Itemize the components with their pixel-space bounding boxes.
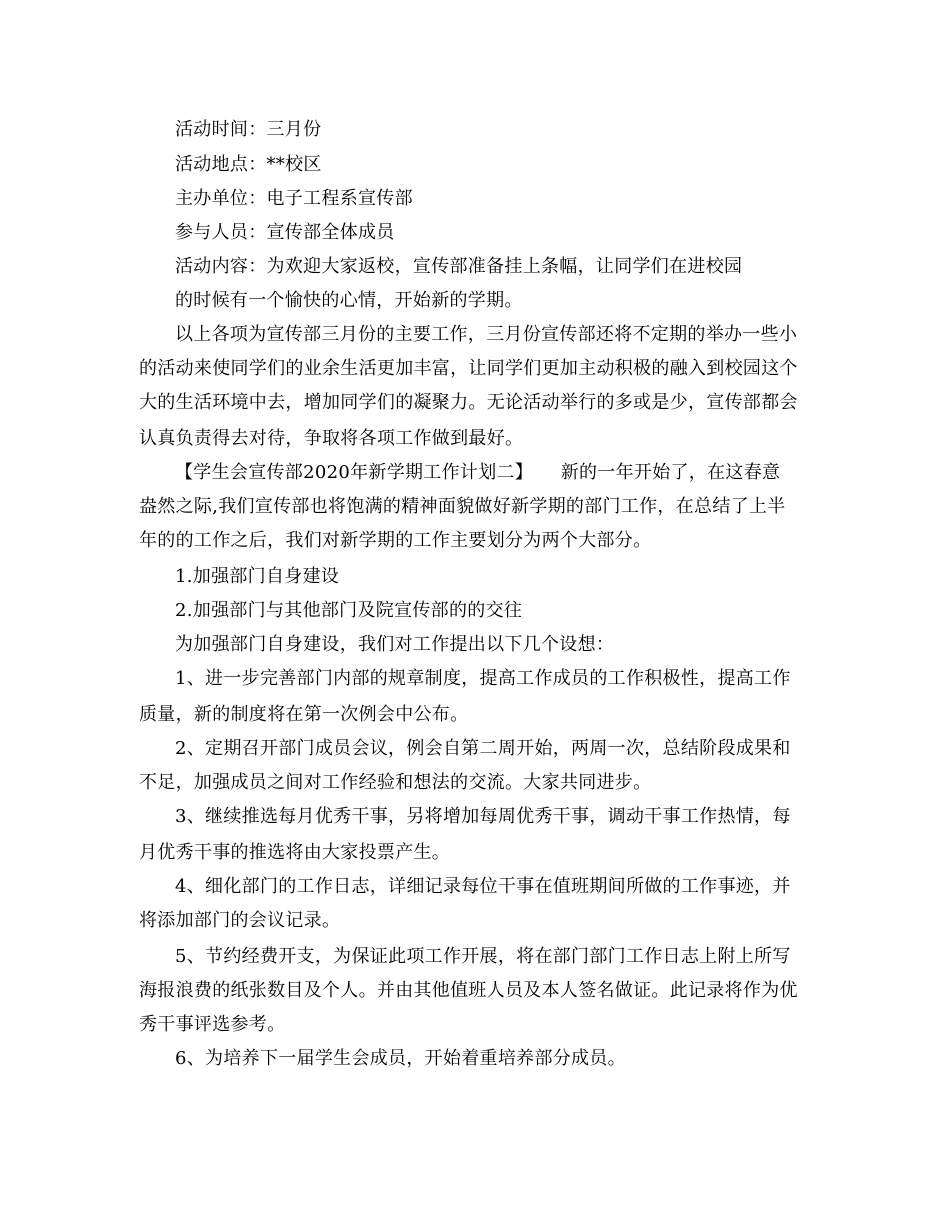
list-item: 将添加部门的会议记录。 — [139, 910, 341, 931]
list-item: 不足，加强成员之间对工作经验和想法的交流。大家共同进步。 — [139, 772, 652, 793]
list-item: 2、定期召开部门成员会议，例会自第二周开始，两周一次，总结阶段成果和 — [175, 738, 791, 759]
list-item: 6、为培养下一届学生会成员，开始着重培养部分成员。 — [175, 1048, 626, 1069]
text-line: 活动内容：为欢迎大家返校，宣传部准备挂上条幅，让同学们在进校园 — [175, 256, 743, 277]
paragraph-line: 为加强部门自身建设，我们对工作提出以下几个设想： — [175, 634, 615, 655]
paragraph-line: 的活动来使同学们的业余生活更加丰富，让同学们更加主动积极的融入到校园这个 — [139, 358, 798, 379]
paragraph-line: 认真负责得去对待，争取将各项工作做到最好。 — [139, 428, 524, 449]
list-item: 秀干事评选参考。 — [139, 1014, 286, 1035]
paragraph-line: 以上各项为宣传部三月份的主要工作，三月份宣传部还将不定期的举办一些小 — [175, 324, 798, 345]
list-item: 月优秀干事的推选将由大家投票产生。 — [139, 842, 451, 863]
text-line: 活动时间：三月份 — [175, 119, 322, 140]
paragraph-line: 年的的工作之后，我们对新学期的工作主要划分为两个大部分。 — [139, 530, 652, 551]
list-item: 1、进一步完善部门内部的规章制度，提高工作成员的工作积极性，提高工作 — [175, 668, 791, 689]
text-line: 参与人员：宣传部全体成员 — [175, 222, 395, 243]
list-item: 5、节约经费开支，为保证此项工作开展，将在部门部门工作日志上附上所写 — [175, 946, 791, 967]
text-line: 的时候有一个愉快的心情，开始新的学期。 — [175, 290, 523, 311]
paragraph-line: 大的生活环境中去，增加同学们的凝聚力。无论活动举行的多或是少，宣传部都会 — [139, 392, 798, 413]
list-item: 2.加强部门与其他部门及院宣传部的的交往 — [175, 600, 523, 621]
list-item: 3、继续推选每月优秀干事，另将增加每周优秀干事，调动干事工作热情，每 — [175, 806, 791, 827]
paragraph-line: 盎然之际,我们宣传部也将饱满的精神面貌做好新学期的部门工作，在总结了上半 — [139, 496, 786, 517]
list-item: 4、细化部门的工作日志，详细记录每位干事在值班期间所做的工作事迹，并 — [175, 876, 791, 897]
list-item: 质量，新的制度将在第一次例会中公布。 — [139, 704, 469, 725]
text-line: 主办单位：电子工程系宣传部 — [175, 188, 413, 209]
section-heading-line: 【学生会宣传部2020年新学期工作计划二】 新的一年开始了，在这春意 — [175, 462, 781, 483]
text-line: 活动地点：**校区 — [175, 154, 322, 175]
list-item: 1.加强部门自身建设 — [175, 566, 340, 587]
list-item: 海报浪费的纸张数目及个人。并由其他值班人员及本人签名做证。此记录将作为优 — [139, 980, 798, 1001]
